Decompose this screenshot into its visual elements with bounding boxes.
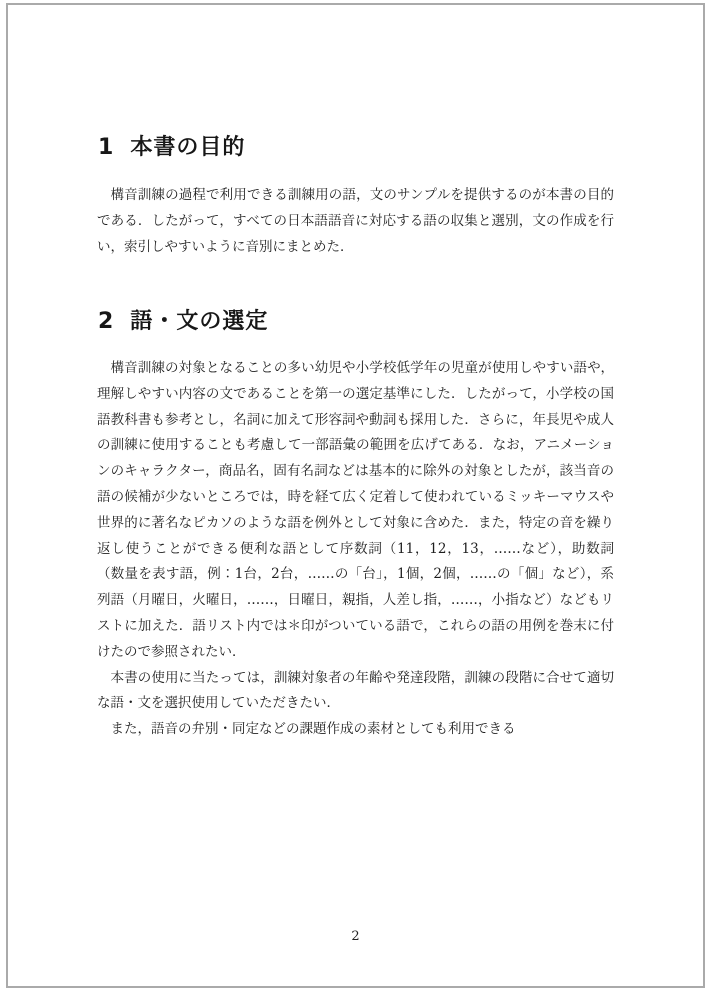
- page: [6, 3, 705, 988]
- section-2-paragraph-3: また，語音の弁別・同定などの課題作成の素材としても利用できる: [110, 721, 516, 738]
- section-1-title: 本書の目的: [130, 135, 246, 160]
- page-number: 2: [351, 929, 360, 944]
- section-2-paragraph-2: 本書の使用に当たっては，訓練対象者の年齢や発達段階，訓練の段階に合せて適切な語・文を選択使用していただきたい．: [97, 669, 614, 712]
- section-2-body: [97, 356, 614, 743]
- section-2-number: 2: [98, 309, 114, 334]
- section-1-paragraph: 構音訓練の過程で利用できる訓練用の語，文のサンプルを提供するのが本書の目的である．したがって，すべての日本語語音に対応する語の収集と選別，文の作成を行い，索引しやすいように音別にまとめた．: [97, 187, 614, 255]
- section-2-heading: [98, 309, 268, 335]
- section-1-heading: [98, 135, 245, 161]
- section-1-number: 1: [98, 135, 114, 160]
- section-2-title: 語・文の選定: [130, 309, 269, 334]
- section-2-paragraph-1: 構音訓練の対象となることの多い幼児や小学校低学年の児童が使用しやすい語や，理解しやすい内容の文であることを第一の選定基準にした．したがって，小学校の国語教科書も参考とし，名詞に加えて形容詞や動詞も採用した．さらに，年長児や成人の訓練に使用することも考慮して一部語彙の範囲を広げてある．なお，アニメーションのキャラクター，商品名，固有名詞などは基本的に除外の対象としたが，該当音の語の候補が少ないところでは，時を経て広く定着して使われているミッキーマウスや世界的に著名なピカソのような語を例外として対象に含めた．また，特定の音を繰り返し使うことができる便利な語として序数詞（11，12，13，……など），助数詞（数量を表す語，例：1台，2台，……の「台」，1個，2個，……の「個」など），系列語（月曜日，火曜日，……，日曜日，親指，人差し指，……，小指など）などもリストに加えた．語リスト内では＊印がついている語で，これらの語の用例を巻末に付けたので参照されたい．: [97, 360, 614, 660]
